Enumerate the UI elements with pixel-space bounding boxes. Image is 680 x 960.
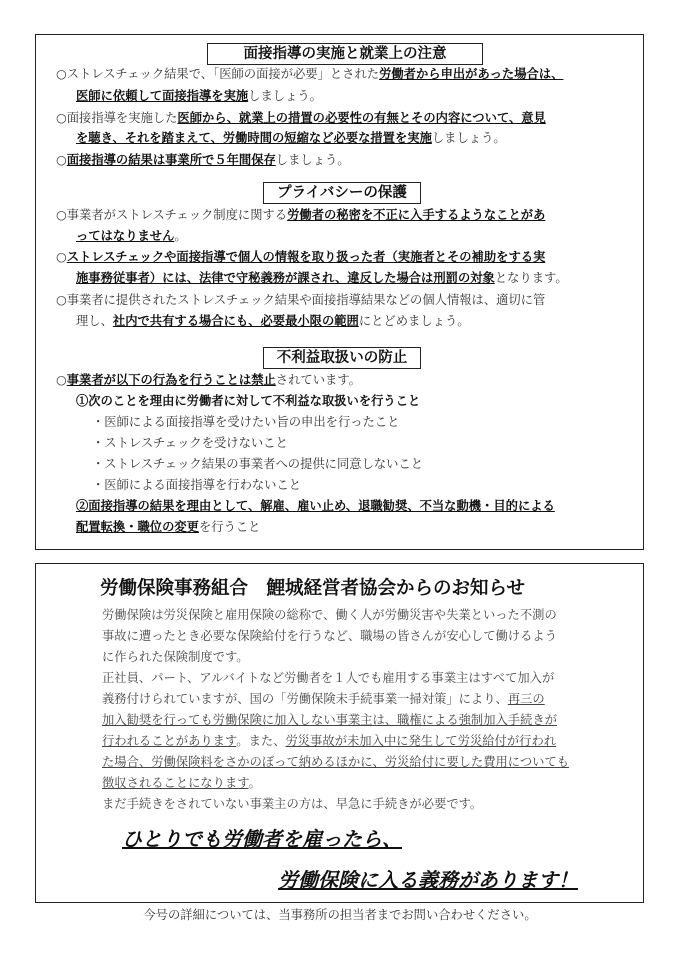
section-heading-privacy: プライバシーの保護 — [263, 182, 421, 204]
notice-paragraph-2-line-2 — [102, 689, 545, 709]
interview-item-3 — [56, 150, 350, 170]
interview-item-2-line-1 — [56, 108, 546, 128]
text: ○事業者に提供されたストレスチェック結果や面接指導結果などの個人情報は、適切に管 — [56, 293, 546, 307]
disadvantage-bullet-2: ・ストレスチェックを受けないこと — [92, 436, 288, 450]
text: 。 — [248, 776, 261, 790]
text: ○ — [56, 250, 67, 264]
disadvantage-point-2-line-1 — [76, 496, 555, 516]
notice-title: 労働保険事務組合 鯉城経営者協会からのお知らせ — [100, 578, 525, 599]
notice-paragraph-2-line-6 — [102, 773, 261, 793]
text: にとどめましょう。 — [358, 314, 470, 328]
text: ○ストレスチェック結果で、「医師の面接が必要」とされた — [56, 67, 380, 81]
footer-note: 今号の詳細については、当事務所の担当者までお問い合わせください。 — [143, 908, 537, 922]
privacy-item-2-line-1 — [56, 247, 545, 267]
notice-paragraph-2-line-1: 正社員、パート、アルバイトなど労働者を１人でも雇用する事業主はすべて加入が — [102, 671, 555, 685]
text: 再三の — [507, 692, 545, 706]
text: 面接指導の結果は事業所で５年間保存 — [66, 152, 276, 167]
text: 医師から、就業上の措置の必要性の有無とその内容について、意見 — [177, 110, 546, 125]
text: 義務付けられていますが、国の「労働保険未手続事業一掃対策」により、 — [102, 692, 508, 706]
text: しましょう。 — [275, 153, 350, 167]
disadvantage-bullet-1: ・医師による面接指導を受けたい旨の申出を行ったこと — [92, 415, 400, 429]
slogan-line-1: ひとりでも労働者を雇ったら、 — [122, 827, 402, 851]
disadvantage-point-1: ①次のことを理由に労働者に対して不利益な取扱いを行うこと — [76, 393, 421, 408]
text: 社内で共有する場合にも、必要最小限の範囲 — [112, 313, 359, 328]
text: 。 — [174, 229, 187, 243]
section-heading-disadvantage: 不利益取扱いの防止 — [263, 347, 421, 369]
privacy-item-1-line-2 — [76, 226, 187, 246]
text: ってはなりません — [76, 228, 175, 243]
notice-paragraph-1-line-1: 労働保険は労災保険と雇用保険の総称で、働く人が労働災害や失業といった不測の — [102, 608, 557, 622]
text: を行うこと — [198, 520, 261, 534]
text: 医師に依頼して面接指導を実施 — [76, 88, 249, 103]
notice-paragraph-1-line-2: 事故に遭ったとき必要な保険給付を行うなど、職場の皆さんが安心して働けるよう — [102, 629, 557, 643]
text: ②面接指導の結果を理由として、解雇、雇い止め、退職勧奨、不当な動機・目的による — [76, 498, 555, 513]
notice-paragraph-3: まだ手続きをされていない事業主の方は、早急に手続きが必要です。 — [102, 797, 483, 811]
text: 配置転換・職位の変更 — [76, 519, 199, 534]
slogan-line-2: 労働保険に入る義務があります！ — [278, 868, 578, 892]
text: 労災事故が未加入中に発生して労災給付が行われ — [285, 734, 557, 748]
notice-paragraph-2-line-3: 加入勧奨を行っても労働保険に加入しない事業主は、職権による強制加入手続きが — [102, 713, 557, 727]
text: 行われることがあります — [102, 734, 237, 748]
interview-item-1-line-1 — [56, 64, 563, 84]
text: ○ — [56, 153, 67, 167]
text: されています。 — [275, 373, 361, 387]
text: 労働者から申出があった場合は、 — [379, 66, 564, 81]
text: 事業者が以下の行為を行うことは禁止 — [66, 372, 276, 387]
text: 。また、 — [236, 734, 286, 748]
text: ○事業者がストレスチェック制度に関する — [56, 208, 288, 222]
disadvantage-point-2-line-2 — [76, 517, 260, 537]
text: 理し、 — [76, 314, 113, 328]
privacy-item-3-line-2 — [76, 311, 470, 331]
privacy-item-2-line-2 — [76, 268, 568, 288]
privacy-item-1-line-1 — [56, 205, 545, 225]
text: を聴き、それを踏まえて、労働時間の短縮など必要な措置を実施 — [76, 130, 432, 145]
notice-paragraph-2-line-5: た場合、労働保険料をさかのぼって納めるほかに、労災給付に要した費用についても — [102, 755, 570, 769]
notice-paragraph-2-line-4 — [102, 731, 556, 751]
disadvantage-bullet-3: ・ストレスチェック結果の事業者への提供に同意しないこと — [92, 457, 424, 471]
interview-item-2-line-2 — [76, 128, 506, 148]
text: ストレスチェックや面接指導で個人の情報を取り扱った者（実施者とその補助をする実 — [66, 249, 546, 264]
section-heading-interview: 面接指導の実施と就業上の注意 — [207, 43, 483, 65]
text: ○面接指導を実施した — [56, 111, 178, 125]
text: 労働者の秘密を不正に入手するようなことがあ — [287, 207, 546, 222]
privacy-item-3-line-1 — [56, 290, 545, 310]
text: しましょう。 — [431, 131, 506, 145]
disadvantage-bullet-4: ・医師による面接指導を行わないこと — [92, 478, 302, 492]
text: しましょう。 — [248, 89, 322, 103]
text: 徴収されることになります — [102, 776, 249, 790]
text: となります。 — [494, 271, 568, 285]
notice-paragraph-1-line-3: に作られた保険制度です。 — [102, 650, 249, 664]
interview-item-1-line-2 — [76, 86, 322, 106]
text: 施事務従事者）には、法律で守秘義務が課され、違反した場合は刑罰の対象 — [76, 270, 495, 285]
text: ○ — [56, 373, 67, 387]
disadvantage-intro — [56, 370, 361, 390]
